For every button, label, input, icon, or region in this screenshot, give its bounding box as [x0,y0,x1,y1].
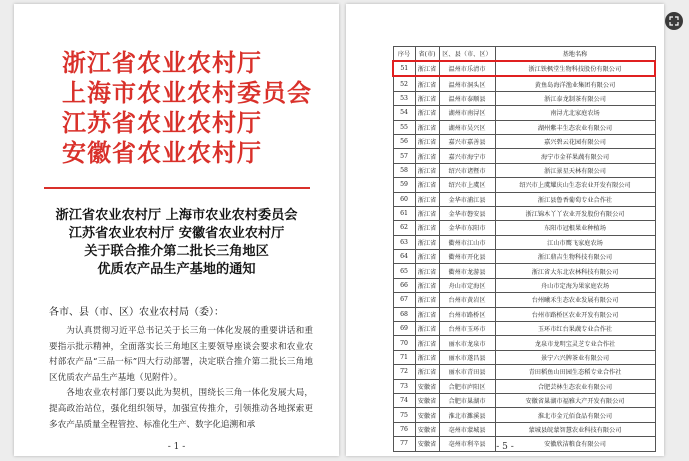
table-cell: 52 [393,76,415,91]
table-row [393,293,655,307]
body-text [49,324,313,433]
table-cell: 浙江铁枫堂生物科技股份有限公司 [495,61,655,76]
table-cell: 安徽欣洁粮食有限公司 [495,437,655,451]
table-cell: 75 [393,408,415,422]
table-cell: 安徽省 [415,422,439,436]
title-line: 浙江省农业农村厅 上海市农业农村委员会 [55,208,298,223]
table-cell: 73 [393,379,415,393]
table-row [393,221,655,235]
table-cell: 合肥芸林生态农业有限公司 [495,379,655,393]
table-cell: 金华市东阳市 [439,221,495,235]
page-number: - 1 - [167,442,186,452]
issuer-line: 浙江省农业农村厅 [62,48,262,77]
table-row [393,365,655,379]
table-cell: 浙江省 [415,106,439,120]
table-cell: 浙江鼎吉生物科技有限公司 [495,250,655,264]
table-row [393,422,655,436]
table-cell: 56 [393,134,415,148]
table-cell: 蒙城县皖蒙智慧农业科技有限公司 [495,422,655,436]
table-cell: 湖州市吴兴区 [439,120,495,134]
table-cell: 浙江省大东北农林科技有限公司 [495,264,655,278]
table-cell: 浙江省 [415,235,439,249]
table-cell: 舟山市定海为果家庭农场 [495,278,655,292]
table-cell: 湖州紫丰生态农业有限公司 [495,120,655,134]
table-row [393,235,655,249]
table-row [393,278,655,292]
table-cell: 绍兴市上虞耀庆山生态农业开发有限公司 [495,178,655,192]
table-cell: 浙江省 [415,250,439,264]
table-cell: 东阳市冠根果业种植场 [495,221,655,235]
table-cell: 76 [393,422,415,436]
expand-icon [669,16,679,26]
table-cell: 湖州市南浔区 [439,106,495,120]
table-cell: 浙江省 [415,178,439,192]
table-row [393,336,655,350]
table-cell: 合肥市巢湖市 [439,393,495,407]
table-cell: 60 [393,192,415,206]
table-cell: 丽水市青田县 [439,365,495,379]
table-cell: 65 [393,264,415,278]
table-cell: 62 [393,221,415,235]
table-cell: 龙泉市龙明宝灵芝专业合作社 [495,336,655,350]
table-row [393,322,655,336]
table-row [393,379,655,393]
table-cell: 玉环市红台果蔬专业合作社 [495,322,655,336]
table-cell: 嘉兴市嘉善县 [439,134,495,148]
title-line: 关于联合推介第二批长三角地区 [84,244,269,259]
table-cell: 衢州市江山市 [439,235,495,249]
table-cell: 浙江省 [415,221,439,235]
table-cell: 台州市玉环市 [439,322,495,336]
table-cell: 合肥市庐阳区 [439,379,495,393]
table-cell: 南浔尤北家庭农场 [495,106,655,120]
table-cell: 浙江省 [415,120,439,134]
table-cell: 浙江省 [415,163,439,177]
expand-button[interactable] [665,12,683,30]
table-cell: 浙江省 [415,336,439,350]
table-cell: 68 [393,307,415,321]
table-cell: 青田稻鱼山田园生态稻专业合作社 [495,365,655,379]
issuer-line: 上海市农业农村委员会 [62,78,312,107]
table-header-row [393,47,655,62]
table-cell: 64 [393,250,415,264]
table-cell: 景宁六兴牌茶业有限公司 [495,350,655,364]
table-cell: 55 [393,120,415,134]
bases-table [392,46,656,452]
table-cell: 66 [393,278,415,292]
table-cell: 浙江省 [415,149,439,163]
table-row [393,408,655,422]
table-cell: 浙江省 [415,322,439,336]
table-cell: 淮北市濉溪县 [439,408,495,422]
table-cell: 台州曦禾生态农业发展有限公司 [495,293,655,307]
table-cell: 浙江省 [415,350,439,364]
table-cell: 57 [393,149,415,163]
table-cell: 浙江省 [415,307,439,321]
table-cell: 安徽省 [415,393,439,407]
table-cell: 70 [393,336,415,350]
title-line: 江苏省农业农村厅 安徽省农业农村厅 [68,226,285,241]
table-cell: 台州市路桥区 [439,307,495,321]
table-cell: 淮北市金元佰食品有限公司 [495,408,655,422]
issuer-header [62,48,312,168]
table-cell: 衢州市开化县 [439,250,495,264]
table-row [393,149,655,163]
table-cell: 嘉兴碧云花园有限公司 [495,134,655,148]
highlighted-table-row [393,61,655,76]
red-divider [44,187,310,189]
table-cell: 浙江省 [415,365,439,379]
table-row [393,192,655,206]
table-cell: 安徽省 [415,379,439,393]
table-cell: 77 [393,437,415,451]
table-cell: 温州市乐清市 [439,61,495,76]
table-cell: 浙江泰龙制茶有限公司 [495,91,655,105]
table-cell: 浙江省 [415,192,439,206]
column-header: 序号 [393,47,415,62]
table-cell: 金华市浦江县 [439,192,495,206]
table-cell: 浙江省 [415,134,439,148]
table-cell: 台州市黄岩区 [439,293,495,307]
table-cell: 63 [393,235,415,249]
table-cell: 温州市泰顺县 [439,91,495,105]
table-cell: 衢州市龙游县 [439,264,495,278]
table-cell: 温州市洞头区 [439,76,495,91]
table-cell: 69 [393,322,415,336]
body-paragraph: 为认真贯彻习近平总书记关于长三角一体化发展的重要讲话和重要指示批示精神，全面落实长三角地区主要领导座谈会要求和农业农村部农产品“三品一标”四大行动部署，决定联合推介第二批长三角地区优质农产品生产基地（见附件）。 [49,326,313,383]
table-cell: 丽水市龙泉市 [439,336,495,350]
table-cell: 海宁市金祥果蔬有限公司 [495,149,655,163]
document-title [24,207,329,279]
bases-table-wrapper [392,46,654,452]
table-row [393,163,655,177]
table-cell: 黄鱼岛海洋渔业集团有限公司 [495,76,655,91]
table-cell: 浙江省 [415,293,439,307]
table-row [393,76,655,91]
table-cell: 浙江省 [415,206,439,220]
table-row [393,264,655,278]
table-cell: 67 [393,293,415,307]
column-header: 区、县（市、区） [439,47,495,62]
salutation: 各市、县（市、区）农业农村局（委）： [49,307,224,318]
column-header: 基地名称 [495,47,655,62]
table-row [393,134,655,148]
table-cell: 绍兴市上虞区 [439,178,495,192]
table-row [393,120,655,134]
issuer-line: 安徽省农业农村厅 [62,138,262,167]
table-cell: 74 [393,393,415,407]
table-row [393,350,655,364]
table-cell: 亳州市利辛县 [439,437,495,451]
table-cell: 浙江锦木丫丫农业开发股份有限公司 [495,206,655,220]
page-5 [346,4,664,456]
page-1 [14,4,339,456]
table-cell: 浙江县鲁香葡萄专业合作社 [495,192,655,206]
issuer-line: 江苏省农业农村厅 [62,108,262,137]
table-row [393,250,655,264]
table-cell: 61 [393,206,415,220]
table-cell: 亳州市蒙城县 [439,422,495,436]
table-cell: 台州市路桥区农业开发有限公司 [495,307,655,321]
table-cell: 72 [393,365,415,379]
table-row [393,206,655,220]
table-row [393,91,655,105]
table-row [393,106,655,120]
table-cell: 53 [393,91,415,105]
table-row [393,178,655,192]
table-cell: 58 [393,163,415,177]
table-cell: 59 [393,178,415,192]
table-body [393,61,655,451]
table-cell: 嘉兴市海宁市 [439,149,495,163]
table-cell: 丽水市遂昌县 [439,350,495,364]
body-paragraph: 各地农业农村部门要以此为契机，围绕长三角一体化发展大局，提高政治站位，强化组织领导，加强宣传推介，引领推动各地探索更多农产品质量全程管控、标准化生产、数字化追溯和承 [49,388,313,430]
title-line: 优质农产品生产基地的通知 [97,262,256,277]
page-number: - 5 - [496,442,514,452]
table-cell: 54 [393,106,415,120]
table-cell: 浙江景星天林有限公司 [495,163,655,177]
column-header: 省(市) [415,47,439,62]
table-cell: 江山市鹰飞家庭农场 [495,235,655,249]
table-row [393,393,655,407]
table-cell: 安徽省巢湖市福雅大产开发有限公司 [495,393,655,407]
table-cell: 浙江省 [415,76,439,91]
table-cell: 浙江省 [415,91,439,105]
table-cell: 安徽省 [415,408,439,422]
table-cell: 浙江省 [415,264,439,278]
table-cell: 金华市磐安县 [439,206,495,220]
table-cell: 安徽省 [415,437,439,451]
table-cell: 舟山市定海区 [439,278,495,292]
table-cell: 绍兴市诸暨市 [439,163,495,177]
table-cell: 浙江省 [415,61,439,76]
table-cell: 71 [393,350,415,364]
table-row [393,307,655,321]
table-cell: 浙江省 [415,278,439,292]
table-cell: 51 [393,61,415,76]
